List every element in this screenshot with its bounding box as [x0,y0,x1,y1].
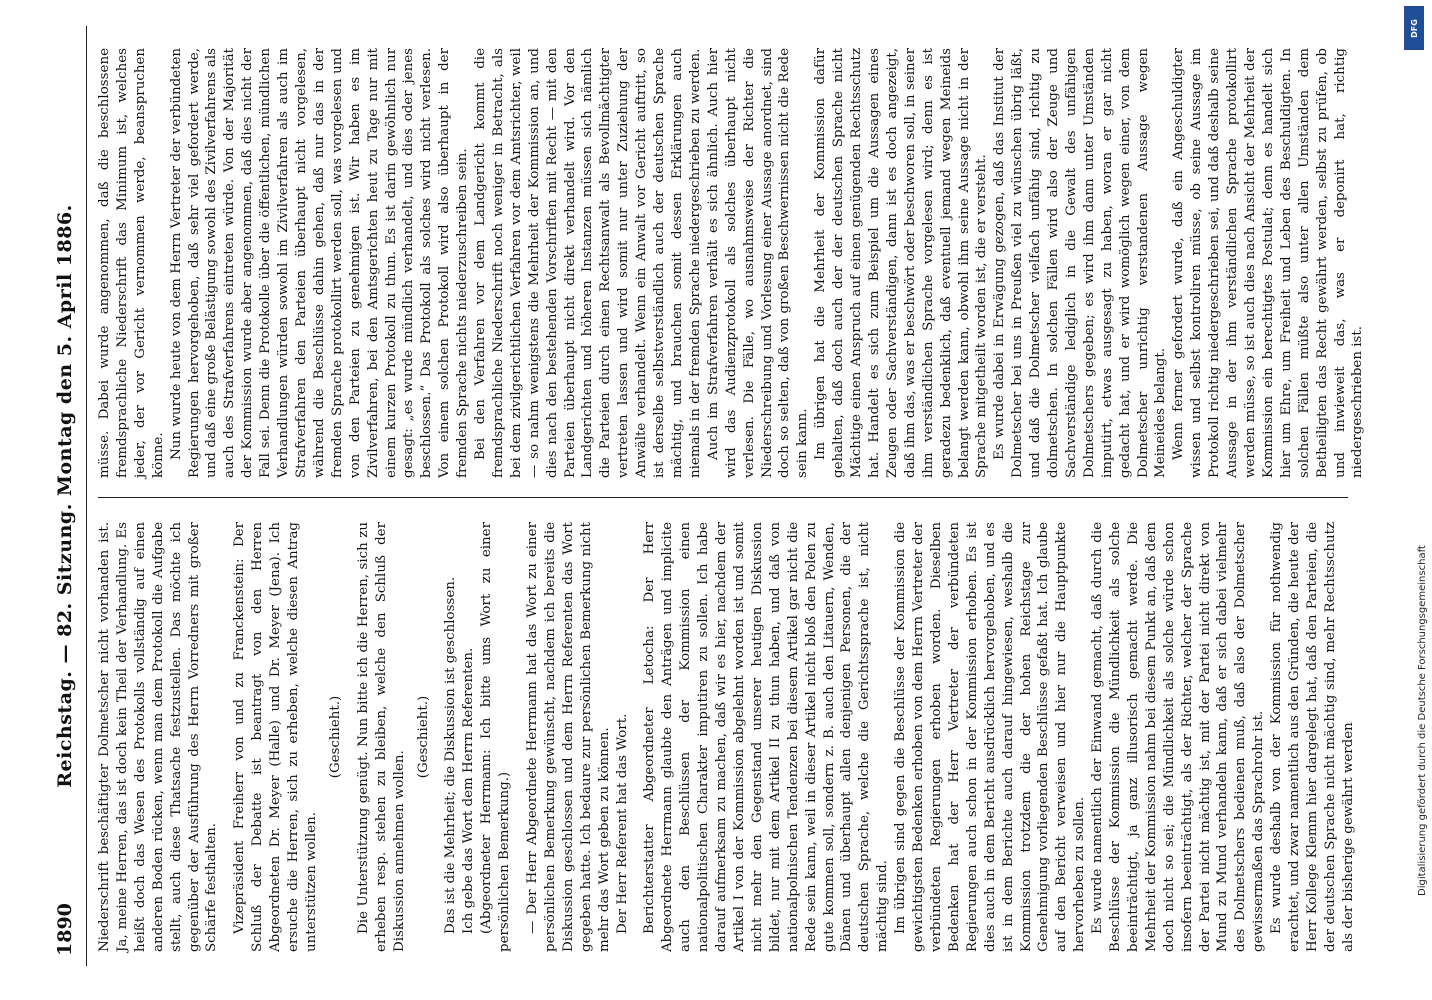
left-column-stage-direction: (Geschieht.) [415,695,431,779]
right-column-paragraph: müsse. Dabei wurde angenommen, daß die beschlossene fremdsprachliche Niederschrift das Minimum ist, welches jeder, der vor Gericht vernommen werde, beanspruchen könne. [97,48,166,478]
left-column-paragraph: Berichterstatter Abgeordneter Letocha: Der Herr Abgeordnete Herrmann glaubte den Anträgen und implicite auch den Beschlüssen der Kommission einen nationalpolitischen Charakter imputiren zu sollen. Ich habe darauf aufmerksam zu machen, daß wir es hier, nachdem der Artikel I von der Kommission abgelehnt worden ist und somit nicht mehr den Gegenstand unserer heutigen Diskussion bildet, nur mit dem Artikel II zu thun haben, und daß von nationalpolnischen Tendenzen bei diesem Artikel gar nicht die Rede sein kann, weil in dieser Artikel nicht bloß den Polen zu gute kommen soll, sondern z. B. auch den Litauern, Wenden, Dänen und überhaupt allen denjenigen Personen, die der deutschen Sprache, welche die Gerichtssprache ist, nicht mächtig sind. [642,522,891,952]
left-column-stage-direction: (Geschieht.) [327,695,343,779]
left-column-paragraph: Der Herr Referent hat das Wort. [614,713,630,934]
left-column-paragraph: Niederschrift beschäftigter Dolmetscher nicht vorhanden ist. Ja, meine Herren, das ist doch kein Theil der Verhandlung. Es heißt doch das Wesen des Protokolls vollständig auf einen anderen Boden rücken, wenn man dem Protokoll die Aufgabe stellt, auch diese Thatsache festzustellen. Das möchte ich gegenüber der Ausführung des Herrn Vorredners mit großer Schärfe festhalten. [97,522,220,952]
left-column-paragraph: Es wurde deshalb von der Kommission für nothwendig erachtet, und zwar namentlich aus den Gründen, die heute der Herr Kollege Klemm hier dargelegt hat, daß den Parteien, die der deutschen Sprache nicht mächtig sind, mehr Rechtsschutz als der bisherige gewährt werden [1269,522,1356,952]
header-rule [86,26,87,966]
left-column-paragraph: Das ist die Mehrheit; die Diskussion ist geschlossen. [443,576,459,934]
left-column-paragraph: Vizepräsident Freiherr von und zu Franckenstein: Der Schluß der Debatte ist beantragt von den Herren Abgeordneten Dr. Meyer (Halle) und Dr. Meyer (Jena). Ich ersuche die Herren, sich zu erheben, welche diesen Antrag unterstützen wollen. [232,522,319,952]
left-column-paragraph: Im übrigen sind gegen die Beschlüsse der Kommission die gewichtigsten Bedenken erhoben von dem Herrn Vertreter der verbündeten Regierungen erhoben worden. Dieselben Bedenken hat der Herr Vertreter der verbündeten Regierungen auch schon in der Kommission erhoben. Es ist dies auch in dem Bericht ausdrücklich hervorgehoben, und es ist in dem Berichte auch darauf hingewiesen, weshalb die Kommission trotzdem die der hohen Reichstage zur Genehmigung vorliegenden Beschlüsse gefaßt hat. Ich glaube auf den Bericht verweisen und hier nur die Hauptpunkte hervorheben zu sollen. [893,522,1088,952]
left-text-column [96,522,1358,952]
right-column-paragraph: Auch im Strafverfahren verhält es sich ähnlich. Auch hier wird das Audienzprotokoll als solches überhaupt nicht verlesen. Die Fälle, wo ausnahmsweise der Richter die Niederschreibung und Vorlesung einer Aussage anordnet, sind doch so selten, daß von großen Beschwernissen nicht die Rede sein kann. [705,48,811,478]
page-number: 1890 [54,903,76,956]
right-column-paragraph: Bei den Verfahren vor dem Landgericht kommt die fremdsprachliche Niederschrift noch weniger in Betracht, als bei dem zivilgerichtlichen Verfahren vor dem Amtsrichter, weil — so nahm wenigstens die Mehrheit der Kommission an, und dies nach den bestehenden Vorschriften mit Recht — mit den Parteien überhaupt nicht direkt verhandelt wird. Vor den Landgerichten und höheren Instanzen müssen sich nämlich die Parteien durch einen Rechtsanwalt als Bevollmächtigter vertreten lassen und wird somit nur unter Zuziehung der Anwälte verhandelt. Wenn ein Anwalt vor Gericht auftritt, so ist derselbe selbstverständlich auch der deutschen Sprache mächtig, und brauchen somit dessen Erklärungen auch niemals in der fremden Sprache niedergeschrieben zu werden. [473,48,703,478]
page-title: Reichstag. — 82. Sitzung. Montag den 5. April 1886. [54,204,76,788]
column-divider [98,497,1348,498]
running-head [54,26,84,966]
right-column-paragraph: Es wurde dabei in Erwägung gezogen, daß das Institut der Dolmetscher bei uns in Preußen viel zu wünschen übrig läßt, und daß die Dolmetscher vielfach unfähig sind, richtig zu dolmetschen. In solchen Fällen wird also der Zeuge und Sachverständige lediglich in die Gewalt des unfähigen Dolmetschers gegeben; es wird ihm dann unter Umständen imputirt, etwas ausgesagt zu haben, woran er gar nicht gedacht hat, und er wird womöglich wegen einer, von dem Dolmetscher unrichtig verstandenen Aussage wegen Meineides belangt. [992,48,1169,478]
left-column-paragraph: (Abgeordneter Herrmann: Ich bitte ums Wort zu einer persönlichen Bemerkung.) [479,522,513,952]
left-column-paragraph: Ich gebe das Wort dem Herrn Referenten. [461,647,477,934]
right-text-column [96,48,1367,478]
right-column-paragraph: Im übrigen hat die Mehrheit der Kommission dafür gehalten, daß doch auch der der deutschen Sprache nicht Mächtige einen Anspruch auf einen genügenden Rechtsschutz hat. Handelt es sich zum Beispiel um die Aussagen eines Zeugen oder Sachverständigen, dann ist es doch angezeigt, daß ihm das, was er beschwört oder beschworen soll, in seiner ihm verständlichen Sprache vorgelesen wird; denn es ist geradezu bedenklich, daß eventuell jemand wegen Meineids belangt werden kann, obwohl ihm seine Aussage nicht in der Sprache mitgetheilt worden ist, die er versteht. [813,48,990,478]
left-column-paragraph: Die Unterstützung genügt. Nun bitte ich die Herren, sich zu erheben resp. stehen zu bleiben, welche den Schluß der Diskussion annehmen wollen. [355,522,407,952]
right-column-paragraph: Wenn ferner gefordert wurde, daß ein Angeschuldigter wissen und selbst kontroliren müsse, ob seine Aussage im Protokoll richtig niedergeschrieben sei, und daß deshalb seine Aussage in der ihm verständlichen Sprache protokollirt werden müsse, so ist auch dies nach Ansicht der Mehrheit der Kommission ein berechtigtes Postulat; denn es handelt sich hier um Ehre, um Freiheit und Leben des Beschuldigten. In solchen Fällen müßte also unter allen Umständen dem Betheiligten das Recht gewährt werden, selbst zu prüfen, ob und inwieweit das, was er deponirt hat, richtig niedergeschrieben ist. [1171,48,1366,478]
dfg-logo: DFG [1404,6,1424,50]
digitization-credit [1400,0,1430,1000]
credit-text: Digitalisierung gefördert durch die Deutsche Forschungsgemeinschaft [1417,545,1428,896]
left-column-paragraph: — Der Herr Abgeordnete Herrmann hat das Wort zu einer persönlichen Bemerkung gewünscht, nachdem ich bereits die Diskussion geschlossen und dem Herrn Referenten das Wort gegeben hatte. Ich bedaure zur persönlichen Bemerkung nicht mehr das Wort geben zu können. [525,522,612,952]
scanned-page [46,26,1396,966]
left-column-paragraph: Es wurde namentlich der Einwand gemacht, daß durch die Beschlüsse der Kommission die Mündlichkeit als solche beeinträchtigt, ja ganz illusorisch gemacht werde. Die Mehrheit der Kommission nahm bei diesem Punkt an, daß dem doch nicht so sei; die Mündlichkeit als solche würde schon insofern beeinträchtigt, als der Richter, welcher der Sprache der Partei nicht mächtig ist, mit der Partei nicht direkt von Mund zu Mund verhandeln kann, daß er sich dabei vielmehr des Dolmetschers bedienen muß, daß also der Dolmetscher gewissermaßen das Sprachrohr ist. [1090,522,1267,952]
right-column-paragraph: Nun wurde heute von dem Herrn Vertreter der verbündeten Regierungen hervorgehoben, daß sehr viel gefordert werde, und daß eine große Belästigung sowohl des Zivilverfahrens als auch des Strafverfahrens eintreten würde. Von der Majorität der Kommission wurde aber angenommen, daß dies nicht der Fall sei. Denn die Protokolle über die öffentlichen, mündlichen Verhandlungen würden sowohl im Zivilverfahren als auch im Strafverfahren den Parteien überhaupt nicht vorgelesen, während die Beschlüsse dahin gehen, daß nur das in der fremden Sprache protokollirt werden soll, was vorgelesen und von den Parteien zu genehmigen ist. Wir haben es im Zivilverfahren, bei den Amtsgerichten heut zu Tage nur mit einem kurzen Protokoll zu thun. Es ist darin gewöhnlich nur gesagt: „es wurde mündlich verhandelt, und dies oder jenes beschlossen.“ Das Protokoll als solches wird nicht verlesen. Von einem solchen Protokoll wird also überhaupt in der fremden Sprache nichts niederzuschreiben sein. [168,48,471,478]
